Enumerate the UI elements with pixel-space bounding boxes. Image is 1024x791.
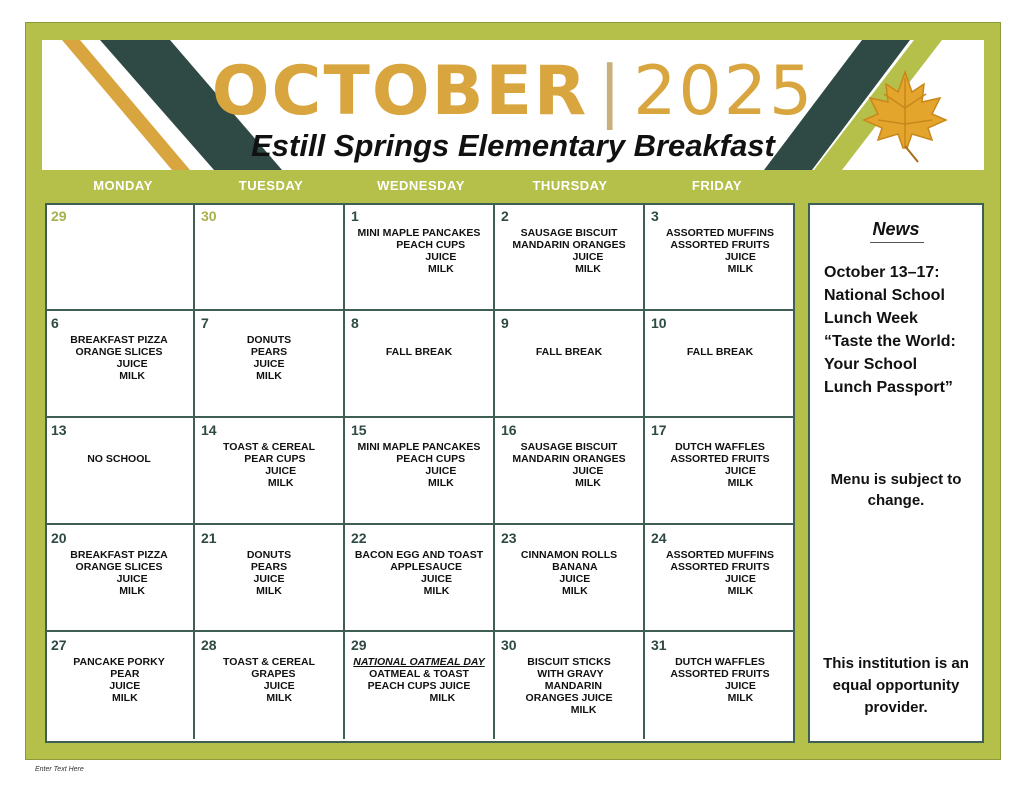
calendar-day-cell bbox=[45, 632, 195, 740]
page-subtitle: Estill Springs Elementary Breakfast bbox=[251, 128, 775, 163]
day-menu: MINI MAPLE PANCAKES PEACH CUPS JUICE MILK bbox=[357, 441, 481, 490]
day-number: 20 bbox=[51, 529, 67, 546]
day-menu: BREAKFAST PIZZA ORANGE SLICES JUICE MILK bbox=[70, 548, 168, 597]
day-number: 31 bbox=[651, 636, 667, 653]
day-number: 7 bbox=[201, 315, 209, 332]
calendar-day-cell bbox=[45, 203, 195, 311]
day-menu-items: OATMEAL & TOAST PEACH CUPS JUICE MILK bbox=[367, 667, 471, 704]
day-header-wednesday: WEDNESDAY bbox=[377, 178, 465, 193]
calendar-day-cell bbox=[45, 525, 195, 633]
calendar-day-cell bbox=[45, 417, 195, 525]
day-menu: BREAKFAST PIZZA ORANGE SLICES JUICE MILK bbox=[70, 334, 168, 383]
calendar-day-cell bbox=[345, 632, 495, 740]
special-day-label: NATIONAL OATMEAL DAY bbox=[353, 655, 485, 668]
day-menu: MINI MAPLE PANCAKES PEACH CUPS JUICE MILK bbox=[357, 227, 481, 275]
day-menu: DONUTS PEARS JUICE MILK bbox=[246, 334, 292, 383]
day-number: 22 bbox=[351, 529, 367, 546]
news-title: News bbox=[872, 219, 920, 239]
day-number: 29 bbox=[351, 636, 367, 653]
day-header-friday: FRIDAY bbox=[691, 178, 743, 193]
calendar-day-cell bbox=[195, 310, 345, 418]
day-number: 30 bbox=[201, 208, 217, 224]
calendar-day-cell bbox=[495, 310, 645, 418]
day-menu: FALL BREAK bbox=[385, 346, 453, 359]
day-number: 3 bbox=[651, 208, 659, 224]
title-month: OCTOBER bbox=[211, 52, 589, 131]
day-number: 15 bbox=[351, 422, 367, 439]
calendar-day-cell bbox=[345, 203, 495, 311]
title-separator: | bbox=[598, 52, 624, 131]
day-number: 2 bbox=[501, 208, 509, 224]
day-number: 21 bbox=[201, 529, 217, 546]
day-menu: DUTCH WAFFLES ASSORTED FRUITS JUICE MILK bbox=[670, 655, 770, 704]
calendar-day-cell bbox=[195, 203, 345, 311]
title-month-year bbox=[42, 52, 984, 131]
maple-leaf-icon bbox=[860, 68, 950, 164]
day-menu: DUTCH WAFFLES ASSORTED FRUITS JUICE MILK bbox=[670, 441, 770, 490]
news-title-underline bbox=[870, 242, 924, 243]
news-panel bbox=[808, 203, 984, 743]
day-menu: ASSORTED MUFFINS ASSORTED FRUITS JUICE MILK bbox=[666, 227, 774, 275]
calendar-day-cell bbox=[195, 632, 345, 740]
day-menu bbox=[349, 656, 489, 704]
day-menu: BACON EGG AND TOAST APPLESAUCE JUICE MILK bbox=[354, 548, 484, 597]
calendar-day-cell bbox=[645, 632, 795, 740]
calendar-day-cell bbox=[645, 525, 795, 633]
day-menu: PANCAKE PORKY PEAR JUICE MILK bbox=[73, 655, 165, 704]
calendar-grid bbox=[45, 203, 795, 743]
day-menu: BISCUIT STICKS WITH GRAVY MANDARIN ORANGES JUICE MILK bbox=[525, 655, 613, 716]
day-number: 17 bbox=[651, 422, 667, 439]
calendar-day-cell bbox=[495, 525, 645, 633]
calendar-day-cell bbox=[495, 417, 645, 525]
day-menu: SAUSAGE BISCUIT MANDARIN ORANGES JUICE MILK bbox=[512, 441, 626, 490]
day-number: 14 bbox=[201, 422, 217, 439]
day-number: 13 bbox=[51, 422, 67, 439]
day-number: 6 bbox=[51, 315, 59, 332]
day-number: 29 bbox=[51, 208, 67, 224]
day-menu: NO SCHOOL bbox=[87, 453, 151, 466]
day-menu: FALL BREAK bbox=[535, 346, 603, 359]
day-header-tuesday: TUESDAY bbox=[238, 178, 304, 193]
day-number: 30 bbox=[501, 636, 517, 653]
calendar-day-cell bbox=[345, 525, 495, 633]
calendar-day-cell bbox=[645, 203, 795, 311]
day-menu: ASSORTED MUFFINS ASSORTED FRUITS JUICE MILK bbox=[666, 548, 774, 597]
day-number: 10 bbox=[651, 315, 667, 332]
news-menu-subject-text: Menu is subject to change. bbox=[830, 471, 962, 509]
day-menu: SAUSAGE BISCUIT MANDARIN ORANGES JUICE MILK bbox=[512, 227, 626, 275]
day-menu: CINNAMON ROLLS BANANA JUICE MILK bbox=[520, 548, 618, 597]
title-year: 2025 bbox=[633, 52, 815, 131]
day-header-thursday: THURSDAY bbox=[532, 178, 608, 193]
day-number: 9 bbox=[501, 315, 509, 332]
day-number: 16 bbox=[501, 422, 517, 439]
day-number: 27 bbox=[51, 636, 67, 653]
day-number: 23 bbox=[501, 529, 517, 546]
footer-text: Enter Text Here bbox=[35, 766, 84, 773]
day-header-monday: MONDAY bbox=[93, 178, 153, 193]
day-number: 8 bbox=[351, 315, 359, 332]
day-menu: TOAST & CEREAL GRAPES JUICE MILK bbox=[223, 655, 315, 704]
calendar-day-cell bbox=[195, 525, 345, 633]
calendar-day-cell bbox=[495, 632, 645, 740]
calendar-day-cell bbox=[345, 417, 495, 525]
news-equal-opportunity-text: This institution is an equal opportunity provider. bbox=[823, 655, 969, 716]
day-number: 28 bbox=[201, 636, 217, 653]
day-menu: TOAST & CEREAL PEAR CUPS JUICE MILK bbox=[223, 441, 315, 490]
calendar-day-cell bbox=[45, 310, 195, 418]
calendar-day-cell bbox=[645, 417, 795, 525]
header-banner bbox=[42, 40, 984, 170]
news-event-text: October 13–17: National School Lunch Week “Taste the World: Your School Lunch Passport” bbox=[824, 264, 956, 396]
day-menu: FALL BREAK bbox=[686, 346, 754, 359]
calendar-day-cell bbox=[645, 310, 795, 418]
calendar-day-cell bbox=[495, 203, 645, 311]
day-number: 1 bbox=[351, 208, 359, 224]
day-menu: DONUTS PEARS JUICE MILK bbox=[246, 548, 292, 597]
day-number: 24 bbox=[651, 529, 667, 546]
calendar-day-cell bbox=[345, 310, 495, 418]
calendar-day-cell bbox=[195, 417, 345, 525]
